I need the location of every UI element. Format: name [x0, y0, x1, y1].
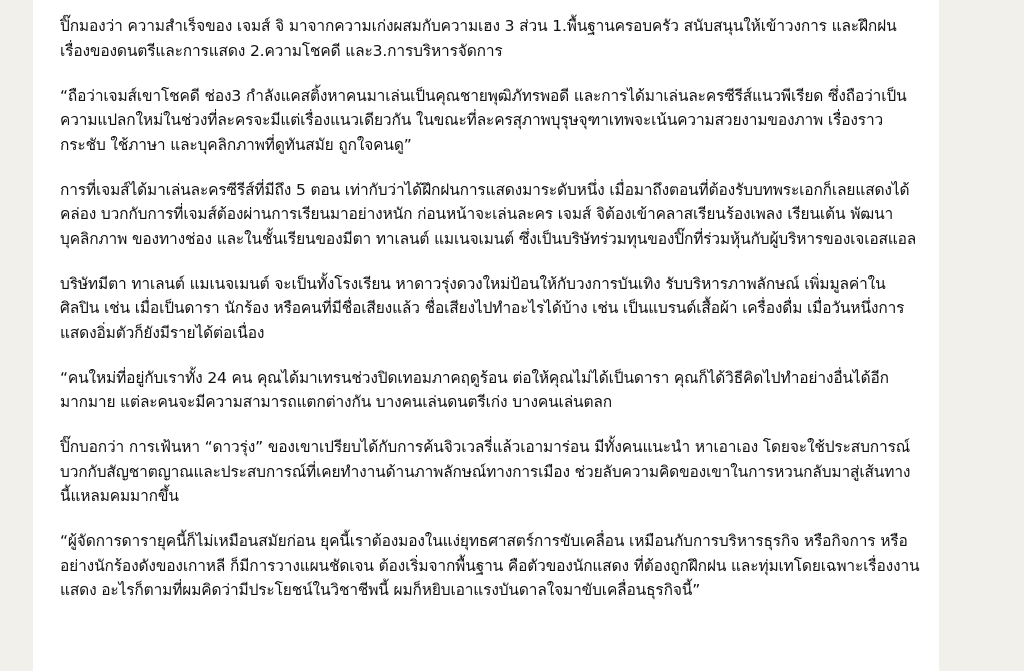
article-paragraph: “คนใหม่ที่อยู่กับเราทั้ง 24 คน คุณได้มาเทรนช่วงปิดเทอมภาคฤดูร้อน ต่อให้คุณไม่ได้เป็นดารา คุณก็ได้วิธีคิดไปทำอย่างอื่นได้อีกมากมาย แต่ละคนจะมีความสามารถแตกต่างกัน บางคนเล่นดนตรีเก่ง บางคนเล่นตลก — [60, 368, 889, 411]
article-page — [33, 0, 939, 671]
article-paragraph: การที่เจมส์ได้มาเล่นละครซีรีส์ที่มีถึง 5 ตอน เท่ากับว่าได้ฝึกฝนการแสดงมาระดับหนึ่ง เมื่อมาถึงตอนที่ต้องรับบทพระเอกก็เลยแสดงได้คล่อง บวกกับการที่เจมส์ต้องผ่านการเรียนมาอย่างหนัก ก่อนหน้าจะเล่นละคร เจมส์ จิต้องเข้าคลาสเรียนร้องเพลง เรียนเต้น พัฒนาบุคลิกภาพ ของทางช่อง และในชั้นเรียนของมีตา ทาเลนต์ แมเนจเมนต์ ซึ่งเป็นบริษัทร่วมทุนของปิ๊กที่ร่วมหุ้นกับผู้บริหารของเจเอสแอล — [60, 180, 917, 248]
scrollbar-track[interactable] — [1010, 0, 1024, 671]
article-paragraph: “ผู้จัดการดารายุคนี้ก็ไม่เหมือนสมัยก่อน ยุคนี้เราต้องมองในแง่ยุทธศาสตร์การขับเคลื่อน เหมือนกับการบริหารธุรกิจ หรือกิจการ หรืออย่างนักร้องดังของเกาหลี ก็มีการวางแผนชัดเจน ต้องเริ่มจากพื้นฐาน คือตัวของนักแสดง ที่ต้องถูกฝึกฝน และทุ่มเทโดยเฉพาะเรื่องงานแสดง อะไรก็ตามที่ผมคิดว่ามีประโยชน์ในวิชาชีพนี้ ผมก็หยิบเอาแรงบันดาลใจมาขับเคลื่อนธุรกิจนี้” — [60, 532, 920, 599]
article-paragraph: ปิ๊กมองว่า ความสำเร็จของ เจมส์ จิ มาจากความเก่งผสมกับความเฮง 3 ส่วน 1.พื้นฐานครอบครัว สนับสนุนให้เข้าวงการ และฝึกฝนเรื่องของดนตรีและการแสดง 2.ความโชคดี และ3.การบริหารจัดการ — [60, 17, 897, 60]
article-paragraph: บริษัทมีตา ทาเลนต์ แมเนจเมนต์ จะเป็นทั้งโรงเรียน หาดาวรุ่งดวงใหม่ป้อนให้กับวงการบันเทิง รับบริหารภาพลักษณ์ เพิ่มมูลค่าในศิลปิน เช่น เมื่อเป็นดารา นักร้อง หรือคนที่มีชื่อเสียงแล้ว ชื่อเสียงไปทำอะไรได้บ้าง เช่น เป็นแบรนด์เสื้อผ้า เครื่องดื่ม เมื่อวันหนึ่งการแสดงอิ่มตัวก็ยังมีรายได้ต่อเนื่อง — [60, 274, 905, 342]
article-body — [60, 14, 920, 623]
article-paragraph: ปิ๊กบอกว่า การเฟ้นหา “ดาวรุ่ง” ของเขาเปรียบได้กับการค้นจิวเวลรี่แล้วเอามาร่อน มีทั้งคนแนะนำ หาเอาเอง โดยจะใช้ประสบการณ์ บวกกับสัญชาตญาณและประสบการณ์ที่เคยทำงานด้านภาพลักษณ์ทางการเมือง ช่วยลับความคิดของเขาในการหวนกลับมาสู่เส้นทางนี้แหลมคมมากขึ้น — [60, 438, 911, 505]
article-paragraph: “ถือว่าเจมส์เขาโชคดี ช่อง3 กำลังแคสติ้งหาคนมาเล่นเป็นคุณชายพุฒิภัทรพอดี และการได้มาเล่นละครซีรีส์แนวพีเรียด ซึ่งถือว่าเป็นความแปลกใหม่ในช่วงที่ละครจะมีแต่เรื่องแนวเดียวกัน ในขณะที่ละครสุภาพบุรุษจุฑาเทพจะเน้นความสวยงามของภาพ เรื่องราวกระชับ ใช้ภาษา และบุคลิกภาพที่ดูทันสมัย ถูกใจคนดู” — [60, 86, 907, 154]
